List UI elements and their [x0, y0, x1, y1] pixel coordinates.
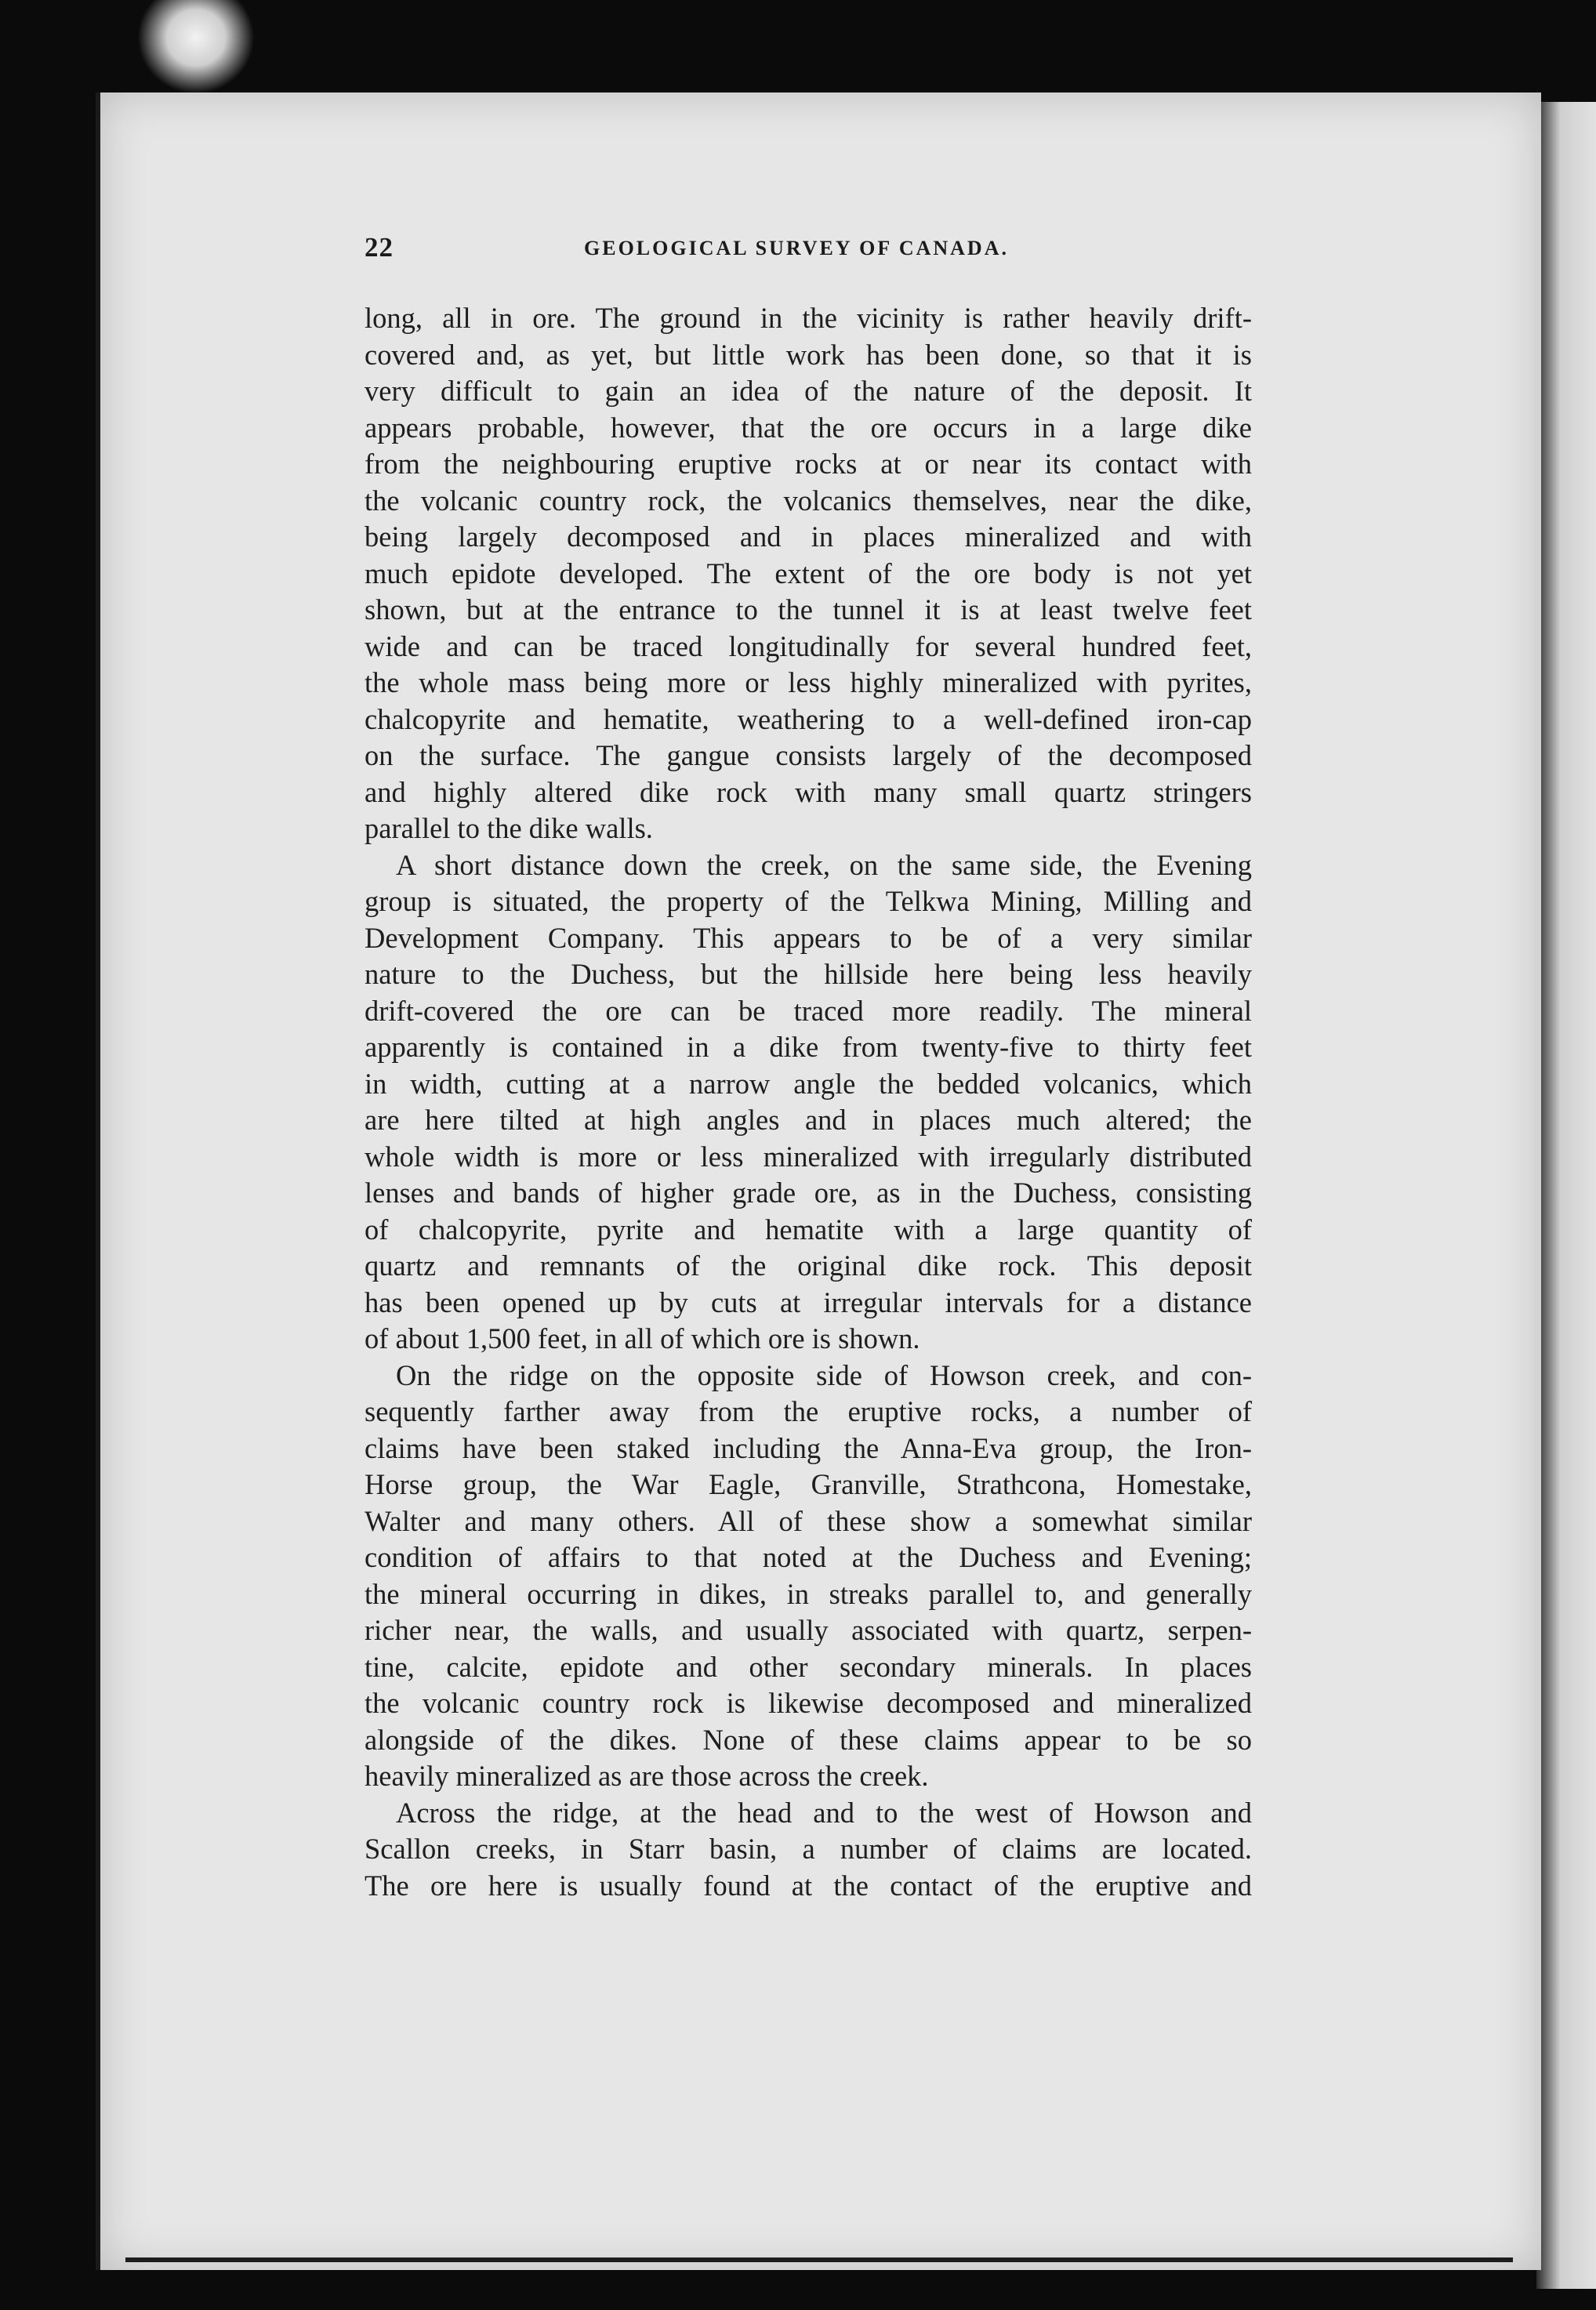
- page-number: 22: [365, 232, 394, 263]
- text-line: tine, calcite, epidote and other secondary minerals. In places: [365, 1650, 1252, 1683]
- text-line: parallel to the dike walls.: [365, 812, 653, 844]
- text-line: much epidote developed. The extent of the ore body is not yet: [365, 557, 1252, 589]
- text-line: the whole mass being more or less highly mineralized with pyrites,: [365, 666, 1252, 698]
- text-line: shown, but at the entrance to the tunnel it is at least twelve feet: [365, 593, 1252, 626]
- text-line: long, all in ore. The ground in the vicinity is rather heavily drift-: [365, 302, 1252, 334]
- running-head: GEOLOGICAL SURVEY OF CANADA.: [584, 237, 1009, 259]
- text-line: on the surface. The gangue consists largely of the decomposed: [365, 739, 1252, 771]
- text-line: nature to the Duchess, but the hillside here being less heavily: [365, 958, 1252, 990]
- text-line: whole width is more or less mineralized with irregularly distributed: [365, 1140, 1252, 1173]
- page-bottom-edge: [125, 2257, 1513, 2262]
- facing-page-edge: [1536, 102, 1596, 2289]
- page-header: [365, 232, 1250, 263]
- text-line: Across the ridge, at the head and to the west of Howson and: [396, 1796, 1252, 1829]
- text-line: claims have been staked including the Anna-Eva group, the Iron-: [365, 1431, 1252, 1464]
- text-line: covered and, as yet, but little work has been done, so that it is: [365, 338, 1252, 371]
- text-line: heavily mineralized as are those across the creek.: [365, 1760, 929, 1792]
- text-line: condition of affairs to that noted at the Duchess and Evening;: [365, 1541, 1252, 1573]
- text-line: group is situated, the property of the Telkwa Mining, Milling and: [365, 885, 1252, 917]
- text-line: being largely decomposed and in places mineralized and with: [365, 520, 1252, 553]
- text-line: Walter and many others. All of these show a somewhat similar: [365, 1504, 1252, 1537]
- text-line: in width, cutting at a narrow angle the bedded volcanics, which: [365, 1067, 1252, 1100]
- body-text: [365, 300, 1252, 1904]
- text-line: are here tilted at high angles and in places much altered; the: [365, 1104, 1252, 1136]
- text-line: from the neighbouring eruptive rocks at or near its contact with: [365, 448, 1252, 480]
- text-line: of chalcopyrite, pyrite and hematite with a large quantity of: [365, 1213, 1252, 1246]
- text-line: richer near, the walls, and usually associated with quartz, serpen-: [365, 1614, 1252, 1646]
- text-line: wide and can be traced longitudinally for several hundred feet,: [365, 629, 1252, 662]
- text-line: appears probable, however, that the ore occurs in a large dike: [365, 411, 1252, 444]
- text-line: lenses and bands of higher grade ore, as in the Duchess, consisting: [365, 1177, 1252, 1209]
- text-line: A short distance down the creek, on the same side, the Evening: [396, 848, 1252, 881]
- text-line: the mineral occurring in dikes, in streaks parallel to, and generally: [365, 1577, 1252, 1610]
- text-line: has been opened up by cuts at irregular intervals for a distance: [365, 1286, 1252, 1318]
- text-line: Horse group, the War Eagle, Granville, Strathcona, Homestake,: [365, 1468, 1252, 1500]
- text-line: quartz and remnants of the original dike rock. This deposit: [365, 1249, 1252, 1282]
- text-line: Development Company. This appears to be of a very similar: [365, 921, 1252, 954]
- text-line: the volcanic country rock is likewise decomposed and mineralized: [365, 1687, 1252, 1719]
- text-line: very difficult to gain an idea of the nature of the deposit. It: [365, 375, 1252, 407]
- text-line: alongside of the dikes. None of these claims appear to be so: [365, 1723, 1252, 1756]
- text-line: Scallon creeks, in Starr basin, a number of claims are located.: [365, 1833, 1252, 1865]
- text-line: of about 1,500 feet, in all of which ore is shown.: [365, 1322, 920, 1354]
- text-line: chalcopyrite and hematite, weathering to a well-defined iron-cap: [365, 702, 1252, 735]
- text-line: The ore here is usually found at the contact of the eruptive and: [365, 1869, 1252, 1902]
- text-line: apparently is contained in a dike from twenty-five to thirty feet: [365, 1031, 1252, 1063]
- text-line: On the ridge on the opposite side of Howson creek, and con-: [396, 1358, 1252, 1391]
- text-line: sequently farther away from the eruptive rocks, a number of: [365, 1395, 1252, 1427]
- text-line: the volcanic country rock, the volcanics themselves, near the dike,: [365, 484, 1252, 517]
- text-line: and highly altered dike rock with many small quartz stringers: [365, 775, 1252, 808]
- text-line: drift-covered the ore can be traced more readily. The mineral: [365, 994, 1252, 1027]
- scan-blemish: [137, 0, 255, 94]
